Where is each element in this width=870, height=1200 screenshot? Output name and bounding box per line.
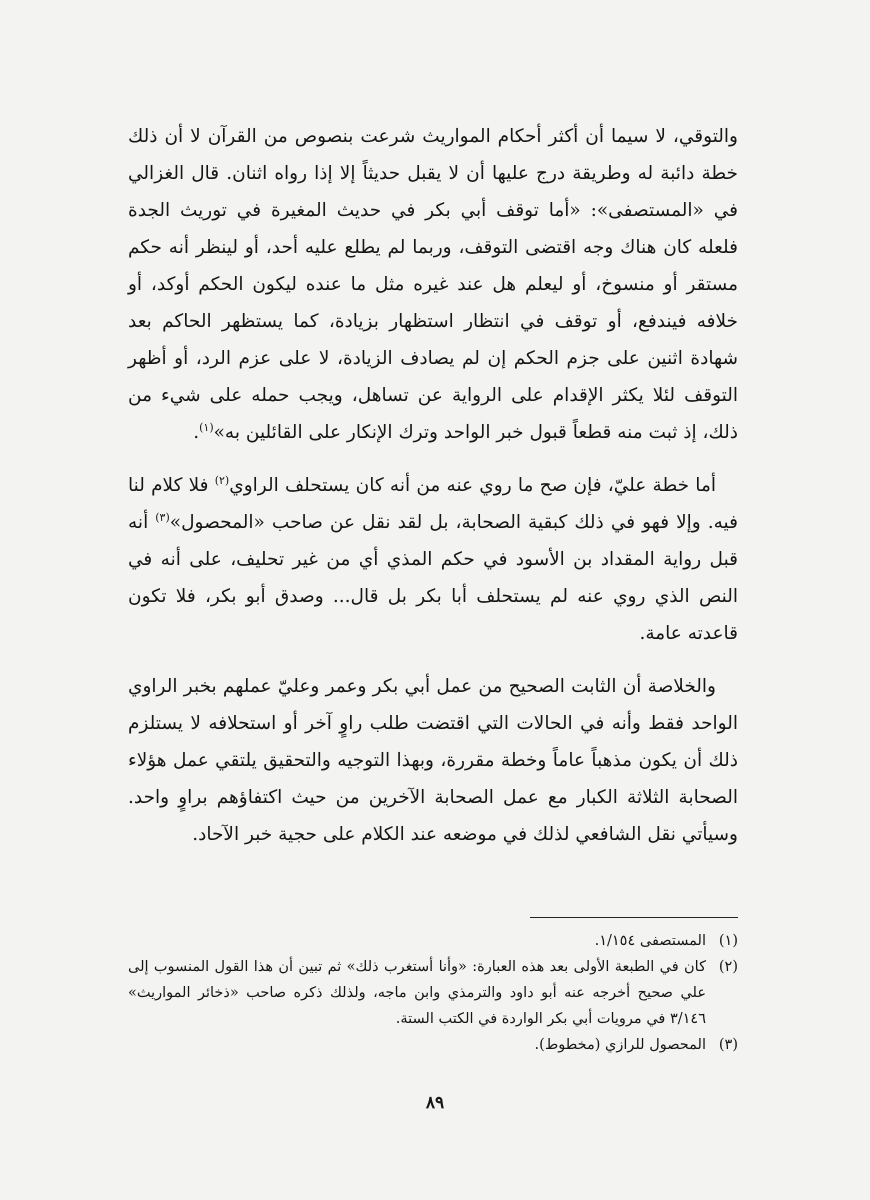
footnotes xyxy=(128,928,738,1058)
footnote-number: (٢) xyxy=(718,959,738,975)
paragraph-1-text: والتوقي، لا سيما أن أكثر أحكام المواريث شرعت بنصوص من القرآن لا أن ذلك خطة دائبة له وطريقة درج عليها أن لا يقبل حديثاً إلا إذا رواه اثنان. قال الغزالي في «المستصفى»: «أما توقف أبي بكر في حديث المغيرة في توريث الجدة فلعله كان هناك وجه اقتضى التوقف، وربما لم يطلع عليه أحد، أو لينظر أنه حكم مستقر أو منسوخ، أو ليعلم هل عند غيره مثل ما عنده ليكون الحكم أوكد، أو خلافه فيندفع، أو توقف في انتظار استظهار بزيادة، كما يستظهر الحاكم بعد شهادة اثنين على جزم الحكم إن لم يصادف الزيادة، لا على عزم الرد، أو أظهر التوقف لئلا يكثر الإقدام على الرواية عن تساهل، ويجب حمله على شيء من ذلك، إذ ثبت منه قطعاً قبول خبر الواحد وترك الإنكار على القائلين به» xyxy=(128,126,738,443)
footnote-text: المستصفى ١/١٥٤. xyxy=(594,933,706,949)
footnote-text: المحصول للرازي (مخطوط). xyxy=(534,1037,706,1053)
footnote-3 xyxy=(128,1032,738,1058)
paragraph-2 xyxy=(128,467,738,652)
footnote-number: (١) xyxy=(718,933,738,949)
footnote-2 xyxy=(128,954,738,1032)
paragraph-3-text: والخلاصة أن الثابت الصحيح من عمل أبي بكر وعمر وعليّ عملهم بخبر الراوي الواحد فقط وأنه في الحالات التي اقتضت طلب راوٍ آخر أو استحلافه لا يستلزم ذلك أن يكون مذهباً عاماً وخطة مقررة، وبهذا التوجيه والتحقيق يلتقي عمل هؤلاء الصحابة الثلاثة الكبار مع عمل الصحابة الآخرين من حيث اكتفاؤهم براوٍ واحد. وسيأتي نقل الشافعي لذلك في موضعه عند الكلام على حجية خبر الآحاد. xyxy=(128,676,738,845)
footnote-separator xyxy=(530,917,738,918)
footnote-1 xyxy=(128,928,738,954)
paragraph-2-text-c: أنه قبل رواية المقداد بن الأسود في حكم المذي أي من غير تحليف، على أنه في النص الذي روي عنه لم يستحلف أبا بكر بل قال... وصدق أبو بكر، فلا تكون قاعدته عامة. xyxy=(128,512,738,644)
paragraph-1 xyxy=(128,118,738,451)
main-text xyxy=(128,118,738,853)
page-number: ٨٩ xyxy=(425,1093,445,1113)
paragraph-2-text-b: فلا كلام لنا فيه. وإلا فهو في ذلك كبقية الصحابة، بل لقد نقل عن صاحب «المحصول» xyxy=(128,475,738,533)
footnote-ref-3: (٣) xyxy=(155,510,170,524)
paragraph-1-end: . xyxy=(193,422,200,443)
footnote-ref-1: (١) xyxy=(199,420,214,434)
footnote-text: كان في الطبعة الأولى بعد هذه العبارة: «وأنا أستغرب ذلك» ثم تبين أن هذا القول المنسوب إلى علي صحيح أخرجه عنه أبو داود والترمذي وابن ماجه، ولذلك ذكره صاحب «ذخائر المواريث» ٣/١٤٦ في مرويات أبي بكر الواردة في الكتب الستة. xyxy=(128,959,706,1027)
footnote-ref-2: (٢) xyxy=(214,473,230,487)
footnote-number: (٣) xyxy=(718,1037,738,1053)
paragraph-3 xyxy=(128,668,738,853)
paragraph-2-text-a: أما خطة عليّ، فإن صح ما روي عنه من أنه كان يستحلف الراوي xyxy=(229,475,716,496)
